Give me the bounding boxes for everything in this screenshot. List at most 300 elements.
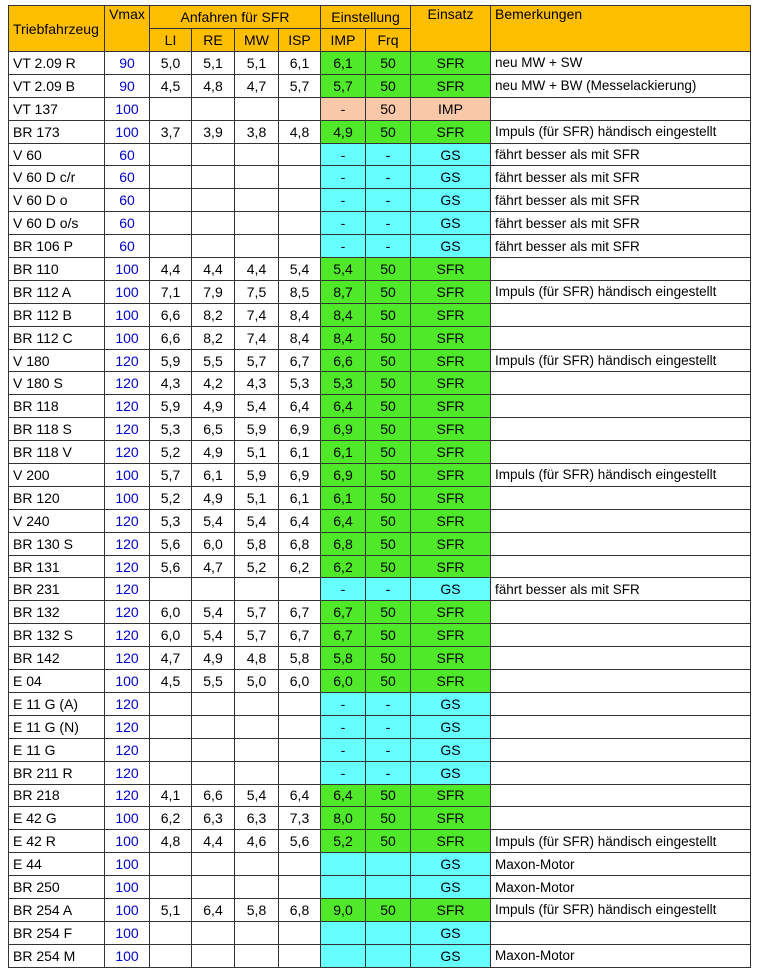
cell-li	[150, 876, 192, 899]
cell-re	[192, 921, 235, 944]
cell-mw	[235, 97, 279, 120]
cell-vehicle: BR 173	[9, 120, 105, 143]
cell-frq	[366, 876, 411, 899]
cell-vehicle: E 42 G	[9, 807, 105, 830]
cell-mw	[235, 692, 279, 715]
cell-usage: GS	[411, 921, 491, 944]
cell-vehicle: VT 2.09 R	[9, 52, 105, 75]
cell-isp: 5,7	[279, 74, 321, 97]
cell-vmax: 120	[105, 395, 150, 418]
cell-vehicle: VT 2.09 B	[9, 74, 105, 97]
cell-vehicle: BR 112 C	[9, 326, 105, 349]
cell-mw	[235, 738, 279, 761]
cell-frq: -	[366, 761, 411, 784]
cell-imp: 6,6	[321, 349, 366, 372]
header-mw: MW	[235, 29, 279, 52]
cell-imp: 5,8	[321, 647, 366, 670]
cell-frq: 50	[366, 258, 411, 281]
cell-vehicle: BR 132	[9, 601, 105, 624]
cell-usage: GS	[411, 212, 491, 235]
cell-vehicle: V 180 S	[9, 372, 105, 395]
cell-isp: 8,4	[279, 326, 321, 349]
cell-frq: -	[366, 212, 411, 235]
cell-re: 8,2	[192, 303, 235, 326]
cell-frq: 50	[366, 509, 411, 532]
cell-li: 5,3	[150, 509, 192, 532]
cell-remark	[491, 418, 751, 441]
cell-vmax: 100	[105, 326, 150, 349]
cell-li: 5,6	[150, 555, 192, 578]
cell-frq: 50	[366, 52, 411, 75]
cell-vmax: 100	[105, 898, 150, 921]
cell-mw	[235, 853, 279, 876]
cell-vehicle: BR 118 S	[9, 418, 105, 441]
cell-re	[192, 166, 235, 189]
cell-li	[150, 738, 192, 761]
header-usage: Einsatz	[411, 6, 491, 52]
cell-frq: -	[366, 692, 411, 715]
cell-li	[150, 921, 192, 944]
cell-vehicle: BR 118 V	[9, 441, 105, 464]
table-row	[9, 692, 751, 715]
cell-vehicle: E 11 G	[9, 738, 105, 761]
cell-frq: 50	[366, 807, 411, 830]
cell-isp	[279, 921, 321, 944]
cell-remark: Impuls (für SFR) händisch eingestellt	[491, 280, 751, 303]
cell-frq: 50	[366, 601, 411, 624]
cell-isp: 6,8	[279, 532, 321, 555]
cell-remark: neu MW + BW (Messelackierung)	[491, 74, 751, 97]
cell-usage: IMP	[411, 97, 491, 120]
cell-usage: GS	[411, 715, 491, 738]
cell-remark	[491, 670, 751, 693]
cell-li	[150, 212, 192, 235]
cell-remark: fährt besser als mit SFR	[491, 166, 751, 189]
table-row	[9, 944, 751, 967]
cell-li: 4,4	[150, 258, 192, 281]
table-row	[9, 349, 751, 372]
cell-re	[192, 853, 235, 876]
cell-frq: 50	[366, 372, 411, 395]
cell-imp: 9,0	[321, 898, 366, 921]
cell-usage: GS	[411, 578, 491, 601]
cell-li	[150, 853, 192, 876]
cell-usage: GS	[411, 944, 491, 967]
cell-vmax: 60	[105, 235, 150, 258]
table-row	[9, 143, 751, 166]
cell-usage: SFR	[411, 532, 491, 555]
cell-frq: 50	[366, 647, 411, 670]
cell-li: 4,5	[150, 74, 192, 97]
cell-vehicle: BR 231	[9, 578, 105, 601]
cell-re	[192, 143, 235, 166]
table-row	[9, 464, 751, 487]
cell-remark: Impuls (für SFR) händisch eingestellt	[491, 464, 751, 487]
table-row	[9, 418, 751, 441]
cell-frq	[366, 921, 411, 944]
cell-re: 4,9	[192, 395, 235, 418]
cell-vehicle: E 44	[9, 853, 105, 876]
cell-frq: 50	[366, 464, 411, 487]
cell-isp: 6,4	[279, 509, 321, 532]
table-row	[9, 52, 751, 75]
cell-remark	[491, 326, 751, 349]
cell-re	[192, 189, 235, 212]
cell-vmax: 120	[105, 418, 150, 441]
cell-vmax: 100	[105, 830, 150, 853]
header-setting-group: Einstellung	[321, 6, 411, 29]
cell-re: 8,2	[192, 326, 235, 349]
cell-li: 5,9	[150, 349, 192, 372]
cell-re	[192, 715, 235, 738]
header-imp: IMP	[321, 29, 366, 52]
cell-usage: SFR	[411, 486, 491, 509]
cell-vmax: 120	[105, 532, 150, 555]
cell-re	[192, 97, 235, 120]
settings-table-container	[8, 5, 751, 968]
table-row	[9, 326, 751, 349]
cell-remark	[491, 807, 751, 830]
table-row	[9, 601, 751, 624]
cell-vmax: 120	[105, 624, 150, 647]
cell-frq: 50	[366, 441, 411, 464]
cell-usage: SFR	[411, 74, 491, 97]
table-row	[9, 761, 751, 784]
cell-usage: GS	[411, 235, 491, 258]
cell-imp: -	[321, 189, 366, 212]
cell-remark: neu MW + SW	[491, 52, 751, 75]
cell-vehicle: V 60 D o	[9, 189, 105, 212]
cell-remark	[491, 692, 751, 715]
cell-frq: -	[366, 189, 411, 212]
cell-vmax: 100	[105, 853, 150, 876]
cell-frq: -	[366, 738, 411, 761]
table-row	[9, 395, 751, 418]
cell-usage: SFR	[411, 326, 491, 349]
header-remarks: Bemerkungen	[491, 6, 751, 52]
table-row	[9, 647, 751, 670]
cell-imp: 5,2	[321, 830, 366, 853]
cell-isp: 5,8	[279, 647, 321, 670]
header-li: LI	[150, 29, 192, 52]
cell-imp: 6,1	[321, 441, 366, 464]
cell-li	[150, 166, 192, 189]
cell-frq: -	[366, 715, 411, 738]
table-body	[9, 52, 751, 968]
cell-mw: 5,4	[235, 784, 279, 807]
cell-vmax: 120	[105, 692, 150, 715]
cell-imp: 5,4	[321, 258, 366, 281]
cell-remark	[491, 372, 751, 395]
cell-re: 5,1	[192, 52, 235, 75]
cell-frq: 50	[366, 395, 411, 418]
cell-frq: 50	[366, 280, 411, 303]
cell-usage: GS	[411, 853, 491, 876]
cell-remark	[491, 486, 751, 509]
cell-re: 4,7	[192, 555, 235, 578]
cell-usage: SFR	[411, 601, 491, 624]
cell-frq: 50	[366, 670, 411, 693]
cell-frq: 50	[366, 97, 411, 120]
cell-imp: 6,9	[321, 464, 366, 487]
cell-mw	[235, 944, 279, 967]
cell-mw: 5,8	[235, 532, 279, 555]
cell-mw: 6,3	[235, 807, 279, 830]
cell-vmax: 120	[105, 715, 150, 738]
cell-re: 3,9	[192, 120, 235, 143]
cell-re: 5,5	[192, 670, 235, 693]
cell-li: 5,0	[150, 52, 192, 75]
cell-imp: -	[321, 143, 366, 166]
cell-frq: 50	[366, 784, 411, 807]
cell-imp: 6,0	[321, 670, 366, 693]
cell-isp	[279, 715, 321, 738]
cell-mw: 5,4	[235, 395, 279, 418]
cell-mw: 5,1	[235, 52, 279, 75]
cell-frq: 50	[366, 624, 411, 647]
cell-re: 4,4	[192, 830, 235, 853]
cell-re: 5,4	[192, 624, 235, 647]
cell-usage: GS	[411, 692, 491, 715]
table-row	[9, 921, 751, 944]
cell-usage: GS	[411, 876, 491, 899]
cell-imp: 8,4	[321, 326, 366, 349]
cell-imp: 5,3	[321, 372, 366, 395]
cell-mw: 5,1	[235, 441, 279, 464]
cell-usage: SFR	[411, 418, 491, 441]
cell-vmax: 60	[105, 143, 150, 166]
cell-mw: 4,6	[235, 830, 279, 853]
cell-usage: GS	[411, 143, 491, 166]
cell-vmax: 120	[105, 349, 150, 372]
cell-frq: 50	[366, 898, 411, 921]
cell-mw	[235, 143, 279, 166]
table-row	[9, 441, 751, 464]
cell-imp: 8,0	[321, 807, 366, 830]
cell-isp: 6,8	[279, 898, 321, 921]
cell-li: 6,2	[150, 807, 192, 830]
table-row	[9, 555, 751, 578]
cell-re: 6,1	[192, 464, 235, 487]
cell-vehicle: E 42 R	[9, 830, 105, 853]
table-row	[9, 97, 751, 120]
cell-imp: 6,4	[321, 395, 366, 418]
cell-li: 5,2	[150, 441, 192, 464]
cell-vmax: 100	[105, 876, 150, 899]
cell-remark: fährt besser als mit SFR	[491, 235, 751, 258]
cell-remark	[491, 509, 751, 532]
cell-isp	[279, 692, 321, 715]
cell-vehicle: V 180	[9, 349, 105, 372]
cell-vmax: 90	[105, 74, 150, 97]
header-vehicle: Triebfahrzeug	[9, 6, 105, 52]
cell-isp: 6,9	[279, 418, 321, 441]
cell-frq: 50	[366, 326, 411, 349]
table-row	[9, 166, 751, 189]
cell-usage: SFR	[411, 670, 491, 693]
cell-remark	[491, 258, 751, 281]
cell-usage: SFR	[411, 555, 491, 578]
cell-isp: 6,9	[279, 464, 321, 487]
table-row	[9, 486, 751, 509]
header-re: RE	[192, 29, 235, 52]
cell-vmax: 120	[105, 761, 150, 784]
cell-isp	[279, 578, 321, 601]
cell-vmax: 120	[105, 578, 150, 601]
cell-li: 5,3	[150, 418, 192, 441]
cell-li	[150, 578, 192, 601]
cell-imp: 6,1	[321, 52, 366, 75]
cell-isp	[279, 761, 321, 784]
cell-usage: SFR	[411, 349, 491, 372]
cell-vmax: 100	[105, 258, 150, 281]
cell-usage: SFR	[411, 258, 491, 281]
cell-usage: SFR	[411, 807, 491, 830]
cell-remark	[491, 532, 751, 555]
cell-isp	[279, 97, 321, 120]
cell-imp: 6,2	[321, 555, 366, 578]
cell-usage: SFR	[411, 624, 491, 647]
cell-mw: 3,8	[235, 120, 279, 143]
cell-frq: 50	[366, 120, 411, 143]
cell-frq	[366, 944, 411, 967]
cell-remark: Impuls (für SFR) händisch eingestellt	[491, 349, 751, 372]
cell-isp: 4,8	[279, 120, 321, 143]
cell-vehicle: BR 131	[9, 555, 105, 578]
cell-li	[150, 189, 192, 212]
cell-usage: SFR	[411, 898, 491, 921]
cell-isp: 6,1	[279, 486, 321, 509]
cell-vehicle: V 200	[9, 464, 105, 487]
cell-imp: -	[321, 166, 366, 189]
cell-imp: 6,7	[321, 624, 366, 647]
cell-re: 6,3	[192, 807, 235, 830]
cell-isp	[279, 738, 321, 761]
cell-remark	[491, 738, 751, 761]
cell-vehicle: BR 118	[9, 395, 105, 418]
cell-vehicle: BR 130 S	[9, 532, 105, 555]
cell-li: 5,2	[150, 486, 192, 509]
cell-isp: 6,1	[279, 52, 321, 75]
cell-vmax: 60	[105, 212, 150, 235]
table-row	[9, 876, 751, 899]
cell-remark	[491, 647, 751, 670]
cell-remark	[491, 555, 751, 578]
cell-imp: 5,7	[321, 74, 366, 97]
cell-re	[192, 578, 235, 601]
cell-li: 6,0	[150, 624, 192, 647]
cell-vmax: 100	[105, 807, 150, 830]
cell-mw: 5,9	[235, 464, 279, 487]
cell-mw: 5,8	[235, 898, 279, 921]
cell-re: 4,4	[192, 258, 235, 281]
cell-frq: 50	[366, 830, 411, 853]
cell-usage: GS	[411, 166, 491, 189]
cell-li: 7,1	[150, 280, 192, 303]
cell-remark: fährt besser als mit SFR	[491, 143, 751, 166]
cell-re: 7,9	[192, 280, 235, 303]
cell-isp: 5,4	[279, 258, 321, 281]
cell-frq: 50	[366, 486, 411, 509]
cell-mw	[235, 715, 279, 738]
cell-li: 4,1	[150, 784, 192, 807]
cell-re: 4,9	[192, 647, 235, 670]
cell-mw: 7,5	[235, 280, 279, 303]
cell-imp: 8,7	[321, 280, 366, 303]
table-row	[9, 830, 751, 853]
cell-isp: 7,3	[279, 807, 321, 830]
table-row	[9, 280, 751, 303]
cell-vmax: 100	[105, 120, 150, 143]
cell-vehicle: BR 112 B	[9, 303, 105, 326]
cell-li	[150, 715, 192, 738]
cell-mw: 7,4	[235, 303, 279, 326]
cell-usage: SFR	[411, 120, 491, 143]
cell-frq: -	[366, 166, 411, 189]
cell-li: 5,7	[150, 464, 192, 487]
cell-li: 6,6	[150, 326, 192, 349]
cell-isp: 6,1	[279, 441, 321, 464]
cell-frq: 50	[366, 555, 411, 578]
cell-isp: 5,6	[279, 830, 321, 853]
cell-remark: Impuls (für SFR) händisch eingestellt	[491, 120, 751, 143]
cell-vehicle: V 60 D o/s	[9, 212, 105, 235]
cell-remark	[491, 395, 751, 418]
cell-li	[150, 761, 192, 784]
cell-mw	[235, 761, 279, 784]
cell-frq: 50	[366, 74, 411, 97]
cell-usage: SFR	[411, 52, 491, 75]
cell-remark	[491, 921, 751, 944]
cell-frq	[366, 853, 411, 876]
cell-imp	[321, 921, 366, 944]
cell-mw: 5,1	[235, 486, 279, 509]
cell-vehicle: BR 112 A	[9, 280, 105, 303]
table-row	[9, 715, 751, 738]
table-row	[9, 670, 751, 693]
cell-vmax: 100	[105, 944, 150, 967]
header-isp: ISP	[279, 29, 321, 52]
cell-usage: SFR	[411, 372, 491, 395]
table-row	[9, 303, 751, 326]
table-row	[9, 235, 751, 258]
cell-isp: 6,4	[279, 784, 321, 807]
table-row	[9, 372, 751, 395]
cell-vehicle: BR 142	[9, 647, 105, 670]
header-vmax: Vmax	[105, 6, 150, 52]
cell-mw	[235, 876, 279, 899]
table-row	[9, 578, 751, 601]
cell-vehicle: V 240	[9, 509, 105, 532]
cell-isp	[279, 876, 321, 899]
cell-vmax: 120	[105, 647, 150, 670]
cell-remark: Impuls (für SFR) händisch eingestellt	[491, 830, 751, 853]
cell-mw: 5,7	[235, 601, 279, 624]
cell-imp: -	[321, 578, 366, 601]
cell-vehicle: BR 106 P	[9, 235, 105, 258]
cell-vmax: 100	[105, 921, 150, 944]
cell-mw: 4,4	[235, 258, 279, 281]
cell-mw	[235, 166, 279, 189]
table-row	[9, 120, 751, 143]
cell-mw: 5,2	[235, 555, 279, 578]
cell-usage: GS	[411, 738, 491, 761]
cell-vehicle: V 60	[9, 143, 105, 166]
cell-vehicle: E 11 G (A)	[9, 692, 105, 715]
cell-li: 5,1	[150, 898, 192, 921]
cell-li	[150, 692, 192, 715]
cell-isp	[279, 235, 321, 258]
